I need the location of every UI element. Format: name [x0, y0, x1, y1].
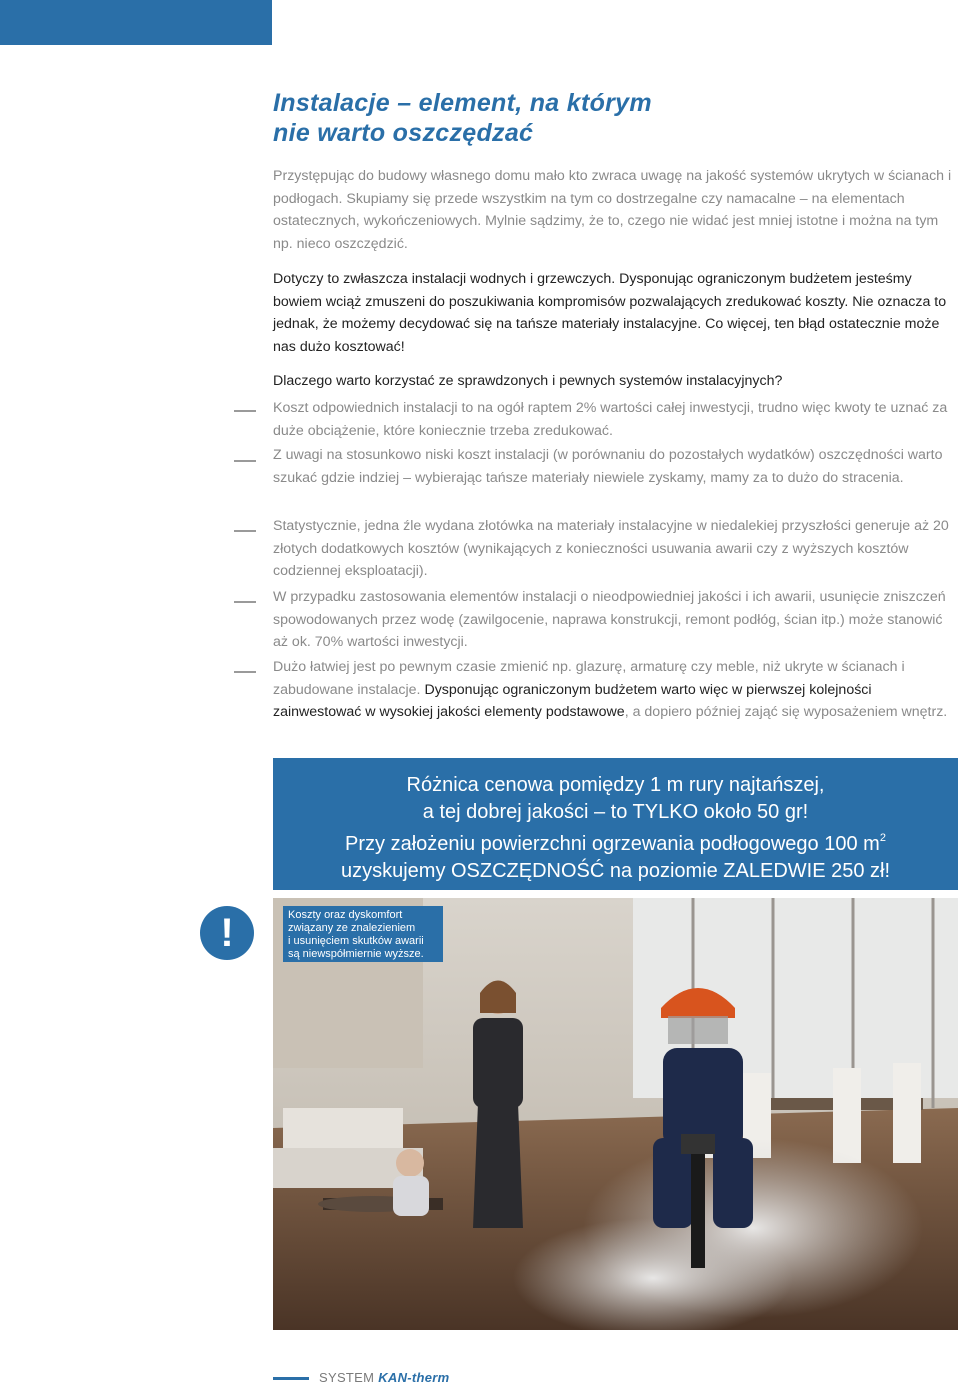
- footer-logo-text: [319, 1370, 450, 1385]
- bullet-last-part-1: Dużo łatwiej jest po pewnym czasie zmienić np. glazurę, armaturę czy meble, niż ukryte w ścianach i zabudowane instalacje.: [273, 659, 905, 698]
- banner-line-4: uzyskujemy OSZCZĘDNOŚĆ na poziomie ZALEDWIE 250 zł!: [340, 859, 891, 882]
- bullet-last-part-3: , a dopiero później zająć się wyposażeniem wnętrz.: [624, 704, 948, 720]
- banner-superscript: 2: [879, 832, 886, 844]
- bullet-item-last: [273, 656, 958, 724]
- footer-brand-name: KAN-therm: [378, 1370, 450, 1385]
- callout-line-4: są niewspółmiernie wyższe.: [288, 948, 424, 960]
- section-question: Dlaczego warto korzystać ze sprawdzonych i pewnych systemów instalacyjnych?: [273, 373, 783, 389]
- bullet-item: W przypadku zastosowania elementów instalacji o nieodpowiedniej jakości i ich awarii, usunięcie zniszczeń spowodowanych przez wodę (zawilgocenie, naprawa konstrukcji, remont podłóg, ścian itp.) może stanowić aż ok. 70% wartości inwestycji.: [273, 589, 946, 650]
- page-title: [273, 88, 833, 148]
- bullet-dash: [234, 530, 256, 532]
- intro-paragraph: Przystępując do budowy własnego domu mało kto zwraca uwagę na jakość systemów ukrytych w ścianach i podłogach. Skupiamy się przede wszystkim na tym co dostrzegalne czy namacalne – na elementach ostatecznych, wykończeniowych. Mylnie sądzimy, że to, czego nie widać jest mniej istotne i można na tym np. nieco oszczędzić.: [273, 168, 952, 252]
- title-line-1: Instalacje – element, na którym: [273, 89, 652, 117]
- bullet-dash: [234, 410, 256, 412]
- top-accent-bar: [0, 0, 272, 45]
- bullet-dash: [234, 671, 256, 673]
- footer-system-label: SYSTEM: [319, 1370, 375, 1385]
- banner-line-1: Różnica cenowa pomiędzy 1 m rury najtańszej,: [406, 774, 825, 796]
- emphasis-paragraph: Dotyczy to zwłaszcza instalacji wodnych i grzewczych. Dysponując ograniczonym budżetem jesteśmy bowiem wciąż zmuszeni do poszukiwania kompromisów pozwalających zredukować koszty. Nie oznacza to jednak, że możemy decydować się na tańsze materiały instalacyjne. Co więcej, ten błąd ostatecznie może nas dużo kosztować!: [273, 271, 947, 355]
- cost-callout: [283, 906, 443, 962]
- footer-accent-bar: [273, 1377, 309, 1380]
- bullet-dash: [234, 601, 256, 603]
- exclamation-icon: !: [200, 906, 254, 960]
- callout-line-2: związany ze znalezieniem: [288, 922, 416, 934]
- bullet-last-emphasis: Dysponując ograniczonym budżetem warto więc w pierwszej kolejności zainwestować w wysokiej jakości elementy podstawowe: [273, 681, 872, 720]
- bullet-item: Z uwagi na stosunkowo niski koszt instalacji (w porównaniu do pozostałych wydatków) oszczędności warto szukać gdzie indziej – wybierając tańsze materiały niewiele zyskamy, mamy za to dużo do stracenia.: [273, 447, 943, 486]
- callout-line-1: Koszty oraz dyskomfort: [288, 909, 403, 921]
- title-line-2: nie warto oszczędzać: [273, 119, 534, 147]
- banner-line-3: [273, 825, 958, 858]
- interior-repair-photo: [273, 898, 958, 1330]
- footer: [273, 1370, 958, 1388]
- bullet-item: Statystycznie, jedna źle wydana złotówka na materiały instalacyjne w niedalekiej przyszłości generuje aż 20 złotych dodatkowych kosztów (wynikających z konieczności usuwania awarii czy z wyższych kosztów codziennej eksploatacji).: [273, 518, 949, 579]
- photo-illustration: [273, 898, 958, 1330]
- callout-line-3: i usunięciem skutków awarii: [288, 935, 424, 947]
- bullet-item: Koszt odpowiednich instalacji to na ogół raptem 2% wartości całej inwestycji, trudno więc kwoty te uznać za duże obciążenie, które koniecznie trzeba zredukować.: [273, 400, 948, 439]
- bullet-dash: [234, 460, 256, 462]
- banner-line-3-text: Przy założeniu powierzchni ogrzewania podłogowego 100 m: [345, 833, 880, 855]
- price-difference-banner: [273, 758, 958, 890]
- banner-line-2: a tej dobrej jakości – to TYLKO około 50 gr!: [422, 800, 809, 823]
